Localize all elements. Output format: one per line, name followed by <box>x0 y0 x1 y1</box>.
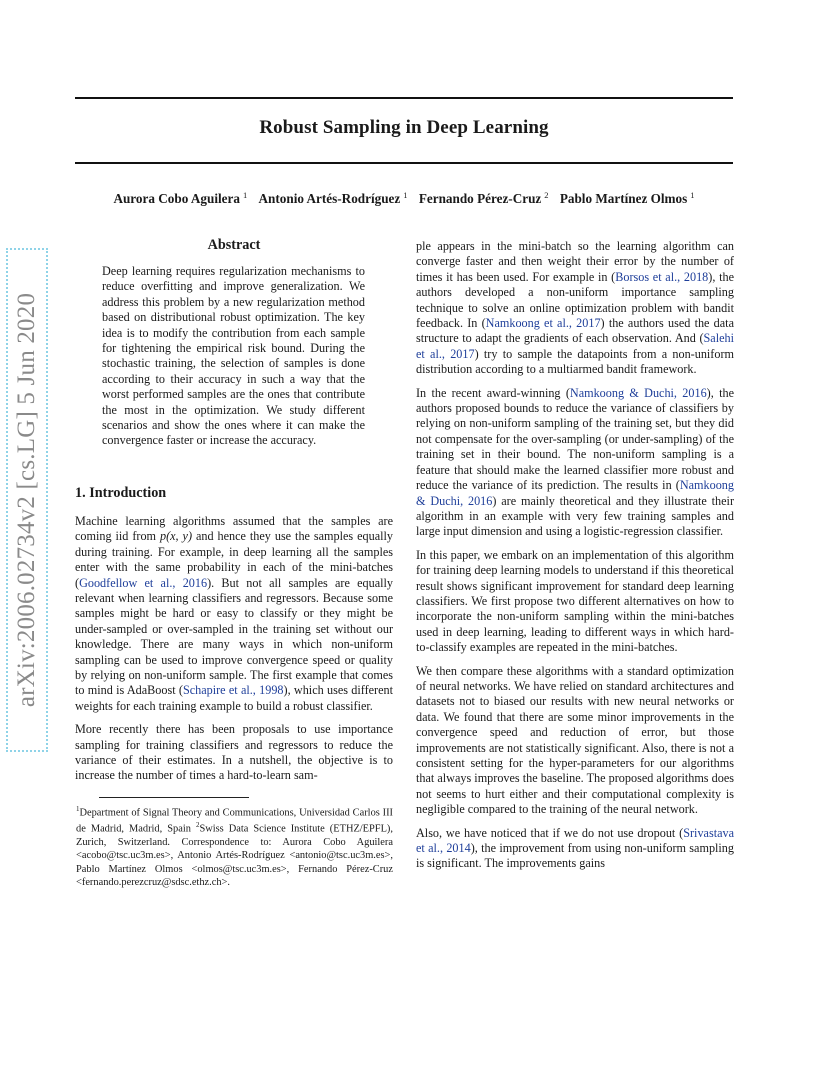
author <box>560 191 695 206</box>
paragraph-text: ) the authors used the data structure to adapt the gradients of each observation. And ( <box>416 316 734 346</box>
paragraph-text: In the recent award-winning ( <box>416 385 570 400</box>
paragraph-text: and hence they use the samples equally during training. For example, in deep learning all the samples enter with the same probability in each of the mini-batches ( <box>75 529 393 590</box>
paragraph-text: ), which uses different weights for each training example to build a robust classifier. <box>75 683 393 713</box>
abstract-text: Deep learning requires regularization mechanisms to reduce overfitting and improve generalization. We address this problem by a new regularization method based on distributional robust optimization. The key idea is to modify the contribution from each sample for tightening the empirical risk bound. During the stochastic training, the selection of samples is done according to their accuracy in such a way that the worst performed samples are the ones that contribute the most in the optimization. We study different scenarios and show the ones where it can make the convergence faster or increase the accuracy. <box>102 264 365 448</box>
paragraph-text: ), the authors developed a non-uniform importance sampling technique to solve an online optimization problem with bandit feedback. In ( <box>416 269 734 331</box>
footnote-divider <box>99 797 249 798</box>
paragraph: More recently there has been proposals to use importance sampling for training classifiers and regressors to reduce the variance of their estimates. In a nutshell, the objective is to increase the number of times a hard-to-learn sam- <box>75 722 393 783</box>
left-column <box>75 235 393 889</box>
paragraph-text: Also, we have noticed that if we do not use dropout ( <box>416 825 684 840</box>
paragraph-text: ) are mainly theoretical and they illustrate their algorithm in an example with very few training samples and large input dimension and using a logistic-regression classifier. <box>416 493 735 539</box>
author <box>113 191 247 206</box>
paragraph-text: Machine learning algorithms assumed that the samples are coming iid from <box>75 513 393 544</box>
paragraph <box>75 514 393 714</box>
paragraph <box>416 239 734 378</box>
footnote-mark: 1 <box>76 804 80 813</box>
abstract-heading: Abstract <box>207 237 261 253</box>
author <box>419 191 549 206</box>
right-column <box>416 239 734 880</box>
author-affiliation-mark: 1 <box>242 190 248 200</box>
citation-link[interactable]: Namkoong & Duchi, 2016 <box>416 478 734 508</box>
paragraph-text: ), the authors proposed bounds to reduce the variance of classifiers by relying on non-uniform sampling of the training set, but they did not compensate for the over-sampling (or under-sampling) of the training set in their bound. The non-uniform sampling is a feature that should make the learned classifier more robust and reduce the variance of its prediction. The results in ( <box>416 385 734 493</box>
author-affiliation-mark: 1 <box>690 190 695 200</box>
citation-link[interactable]: Salehi et al., 2017 <box>416 331 734 361</box>
author <box>259 191 408 206</box>
paragraph: We then compare these algorithms with a standard optimization of neural networks. We have relied on standard architectures and datasets not to biased our results with new neural networks or data. We found that there are some minor improvements in the convergence speed and reduction of error, but those improvements are not statistically significant. Also, there is not a consistent setting for the hyper-parameters for our algorithms that always improves the baseline. The proposed algorithms does not seems to hurt either and their computational complexity is negligible compared to the training of the neural network. <box>416 663 734 817</box>
section-heading-introduction: 1. Introduction <box>75 484 167 501</box>
citation-link[interactable]: Borsos et al., 2018 <box>615 269 709 284</box>
author-name: Fernando Pérez-Cruz <box>418 191 542 207</box>
citation-link[interactable]: Schapire et al., 1998 <box>182 683 284 698</box>
author-name: Pablo Martínez Olmos <box>559 191 688 207</box>
author-list <box>75 190 733 207</box>
paragraph-text: ). But not all samples are equally relevant when learning classifiers and regressors. Because some samples might be hard or easy to classify or they might be under-sampled or over-sampled in the training set without our knowledge. There are many ways in which non-uniform sampling can be used to improve convergence speed or quality by relying on non-uniform sample. The first example that comes to mind is AdaBoost ( <box>75 575 394 698</box>
citation-link[interactable]: Namkoong & Duchi, 2016 <box>569 385 707 400</box>
author-name: Aurora Cobo Aguilera <box>113 191 240 207</box>
paragraph: In this paper, we embark on an implementation of this algorithm for training deep learning models to understand if this theoretical result shows significant improvement for standard deep learning classifiers. We first propose two different alternatives on how to incorporate the non-uniform sampling within the mini-batches used in deep learning, leading to different ways in which hard-to-classify examples are repeated in the mini-batches. <box>416 547 734 655</box>
paragraph-text: ) try to sample the datapoints from a non-uniform distribution according to a multiarmed bandit framework. <box>416 346 734 377</box>
paragraph <box>416 826 734 872</box>
title-rule-top <box>75 97 733 99</box>
math-expression: p(x, y) <box>159 529 193 544</box>
paragraph-text: ple appears in the mini-batch so the learning algorithm can converge faster and then weight their error by the number of times it has been used. For example in ( <box>416 239 734 284</box>
author-name: Antonio Artés-Rodríguez <box>258 191 401 207</box>
arxiv-identifier[interactable]: arXiv:2006.02734v2 [cs.LG] 5 Jun 2020 <box>13 292 40 708</box>
citation-link[interactable]: Srivastava et al., 2014 <box>416 825 734 856</box>
footnote-text: Swiss Data Science Institute (ETHZ/EPFL), Zurich, Switzerland. Correspondence to: Aurora Cobo Aguilera <acobo@tsc.uc3m.es>, Antonio Artés-Rodríguez <antonio@tsc.uc3m.es>, Pablo Martínez Olmos <olmos@tsc.uc3m.es>, Fernando Pérez-Cruz <fernando.perezcruz@sdsc.ethz.ch>. <box>76 823 393 888</box>
author-affiliation-mark: 2 <box>544 190 549 200</box>
paragraph <box>416 386 734 540</box>
footnote-mark: 2 <box>195 821 200 830</box>
paper-title: Robust Sampling in Deep Learning <box>259 117 549 138</box>
arxiv-stamp[interactable] <box>6 248 48 752</box>
author-affiliation-mark: 1 <box>403 190 408 200</box>
paragraph-text: ), the improvement from using non-uniform sampling is significant. The improvements gains <box>416 841 734 871</box>
footnote-text: Department of Signal Theory and Communications, Universidad Carlos III de Madrid, Madrid, Spain <box>76 807 393 835</box>
footnote <box>75 803 393 889</box>
title-rule-bottom <box>75 162 733 164</box>
citation-link[interactable]: Namkoong et al., 2017 <box>485 316 601 331</box>
citation-link[interactable]: Goodfellow et al., 2016 <box>79 575 208 590</box>
